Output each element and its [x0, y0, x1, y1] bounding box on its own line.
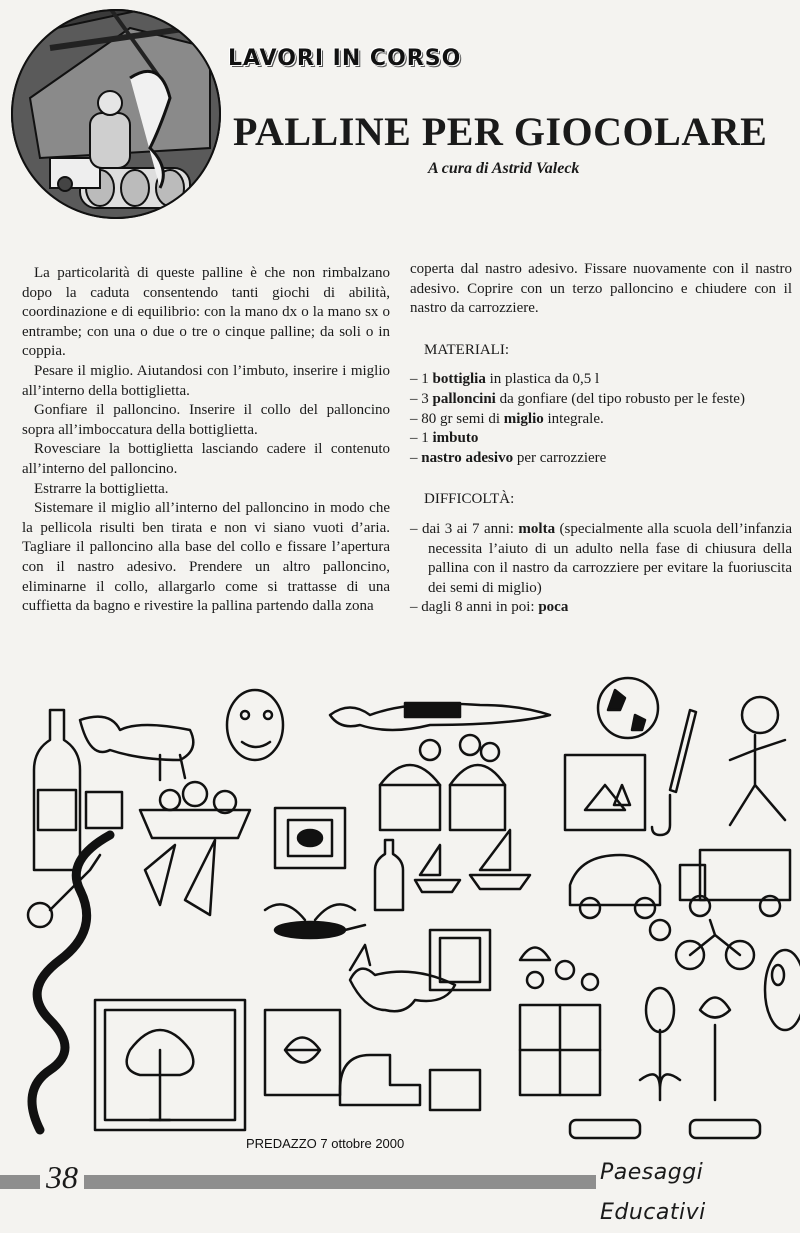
- materials-item: – 1 bottiglia in plastica da 0,5 l: [410, 370, 792, 390]
- right-column: [410, 260, 792, 618]
- children-drawings-illustration: [10, 670, 800, 1160]
- materials-heading: MATERIALI:: [424, 341, 509, 358]
- magazine-name: Paesaggi Educativi: [596, 1153, 800, 1233]
- body-paragraph: La particolarità di queste palline è che non rimbalzano dopo la caduta consentendo tanti giochi di abilità, coordinazione e di equilibrio: con la mano dx o la mano sx o entrambe; con una o due o tre o cinque palline; da soli o in coppia.: [22, 265, 390, 360]
- materials-item: – 1 imbuto: [410, 429, 792, 449]
- header-illustration: [10, 8, 222, 220]
- materials-item: – 3 palloncini da gonfiare (del tipo robusto per le feste): [410, 390, 792, 410]
- difficulty-item: – dai 3 ai 7 anni: molta (specialmente alla scuola dell’infanzia necessita l’aiuto di un adulto nella fase di chiusura della pallina con il nastro da carrozziere per evitare la fuoriuscita dei semi di miglio): [410, 520, 792, 598]
- materials-item: – nastro adesivo per carrozziere: [410, 449, 792, 469]
- body-paragraph: Gonfiare il palloncino. Inserire il collo del palloncino sopra all’imboccatura della bottiglietta.: [22, 402, 390, 438]
- article-byline: A cura di Astrid Valeck: [428, 160, 580, 177]
- body-paragraph: Rovesciare la bottiglietta lasciando cadere il contenuto all’interno del palloncino.: [22, 441, 390, 477]
- difficulty-list: [410, 520, 792, 618]
- drawing-caption: PREDAZZO 7 ottobre 2000: [246, 1136, 405, 1151]
- body-paragraph: Pesare il miglio. Aiutandosi con l’imbuto, inserire i miglio all’interno della bottiglietta.: [22, 362, 390, 399]
- section-label: LAVORI IN CORSO: [228, 46, 462, 71]
- body-paragraph: Estrarre la bottiglietta.: [34, 480, 169, 497]
- body-paragraph: Sistemare il miglio all’interno del palloncino in modo che la pellicola risulti ben tirata e non vi siano vuoti d’aria. Tagliare il palloncino alla base del collo e fissare l’apertura con il nastro adesivo. Prendere un altro palloncino, eliminarne il collo, allargarlo come si trattasse di una cuffietta da bagno e rivestire la pallina partendo dalla zona: [22, 500, 390, 615]
- difficulty-heading: DIFFICOLTÀ:: [424, 491, 515, 508]
- article-title: PALLINE PER GIOCOLARE: [233, 109, 768, 154]
- materials-item: – 80 gr semi di miglio integrale.: [410, 410, 792, 430]
- body-paragraph-continued: coperta dal nastro adesivo. Fissare nuovamente con il nastro adesivo. Coprire con un terzo palloncino e chiudere con il nastro da carrozziere.: [410, 261, 792, 317]
- difficulty-item: – dagli 8 anni in poi: poca: [410, 598, 792, 618]
- page-number: 38: [40, 1158, 84, 1196]
- materials-list: [410, 370, 792, 468]
- left-column: [22, 264, 390, 617]
